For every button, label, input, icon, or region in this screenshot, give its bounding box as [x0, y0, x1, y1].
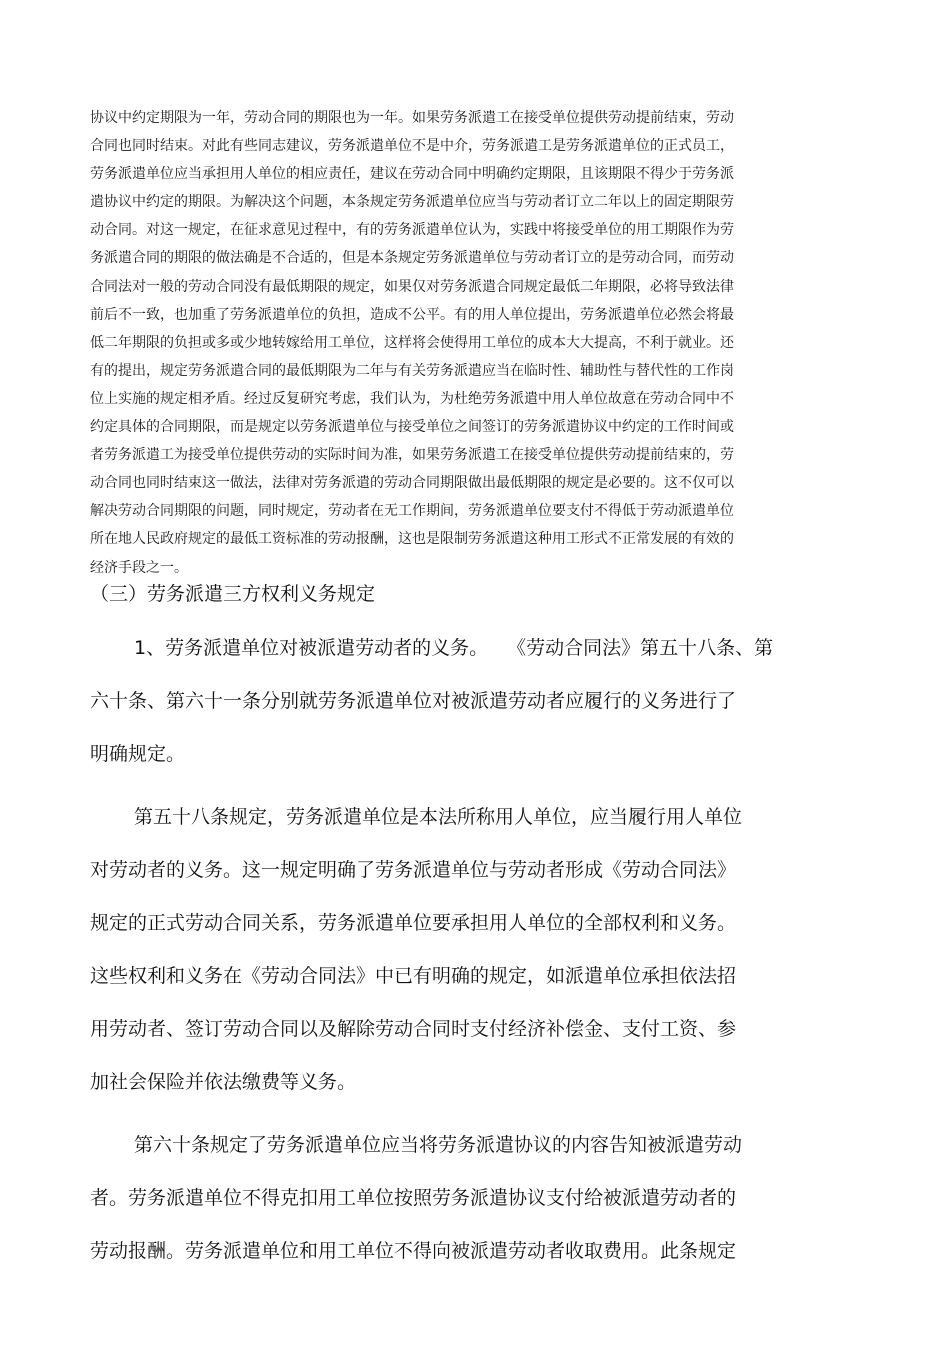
paragraph-line: 协议中约定期限为一年，劳动合同的期限也为一年。如果劳务派遣工在接受单位提供劳动提前结束，劳动 [90, 110, 734, 126]
paragraph-2 [90, 797, 850, 1115]
paragraph-line: 劳动报酬。劳务派遣单位和用工单位不得向被派遣劳动者收取费用。此条规定 [90, 1240, 737, 1262]
paragraph-line: 动合同。对这一规定，在征求意见过程中，有的劳务派遣单位认为，实践中将接受单位的用工期限作为劳 [90, 222, 734, 239]
paragraph-line: 动合同也同时结束这一做法，法律对劳务派遣的劳动合同期限做出最低期限的规定是必要的。这不仅可以 [90, 475, 734, 492]
paragraph-line: 第五十八条规定，劳务派遣单位是本法所称用人单位，应当履行用人单位 [134, 806, 743, 828]
paragraph-line: 1、劳务派遣单位对被派遣劳动者的义务。 《劳动合同法》第五十八条、第 [134, 637, 774, 659]
paragraph-line: 这些权利和义务在《劳动合同法》中已有明确的规定，如派遣单位承担依法招 [90, 965, 737, 987]
paragraph-line: 约定具体的合同期限，而是规定以劳务派遣单位与接受单位之间签订的劳务派遣协议中约定的工作时间或 [90, 419, 734, 436]
paragraph-line: 前后不一致，也加重了劳务派遣单位的负担，造成不公平。有的用人单位提出，劳务派遣单位必然会将最 [90, 306, 734, 323]
paragraph-line: 者。劳务派遣单位不得克扣用工单位按照劳务派遣协议支付给被派遣劳动者的 [90, 1187, 737, 1209]
paragraph-line: 务派遣合同的期限的做法确是不合适的，但是本条规定劳务派遣单位与劳动者订立的是劳动合同，而劳动 [90, 250, 734, 267]
paragraph-line: 遣协议中约定的期限。为解决这个问题，本条规定劳务派遣单位应当与劳动者订立二年以上的固定期限劳 [90, 194, 734, 211]
body-text [90, 628, 850, 1284]
paragraph-line: 低二年期限的负担或多或少地转嫁给用工单位，这样将会使得用工单位的成本大大提高，不利于就业。还 [90, 334, 734, 351]
paragraph-line: 解决劳动合同期限的问题，同时规定，劳动者在无工作期间，劳务派遣单位要支付不得低于劳动派遣单位 [90, 503, 734, 520]
paragraph-line: 劳务派遣单位应当承担用人单位的相应责任，建议在劳动合同中明确约定期限，且该期限不得少于劳务派 [90, 166, 734, 183]
small-paragraph [90, 104, 790, 582]
paragraph-line: 位上实施的规定相矛盾。经过反复研究考虑，我们认为，为杜绝劳务派遣中用人单位故意在劳动合同中不 [90, 390, 734, 407]
paragraph-line: 第六十条规定了劳务派遣单位应当将劳务派遣协议的内容告知被派遣劳动 [134, 1134, 743, 1156]
paragraph-line: 合同法对一般的劳动合同没有最低期限的规定，如果仅对劳务派遣合同规定最低二年期限，必将导致法律 [90, 278, 734, 295]
paragraph-1 [90, 628, 850, 787]
paragraph-line: 规定的正式劳动合同关系，劳务派遣单位要承担用人单位的全部权利和义务。 [90, 912, 737, 934]
section-heading: （三）劳务派遣三方权利义务规定 [90, 583, 376, 605]
paragraph-line: 用劳动者、签订劳动合同以及解除劳动合同时支付经济补偿金、支付工资、参 [90, 1018, 737, 1040]
paragraph-line: 所在地人民政府规定的最低工资标准的劳动报酬，这也是限制劳务派遣这种用工形式不正常发展的有效的 [90, 531, 734, 548]
paragraph-line: 有的提出，规定劳务派遣合同的最低期限为二年与有关劳务派遣应当在临时性、辅助性与替代性的工作岗 [90, 362, 734, 379]
paragraph-line: 加社会保险并依法缴费等义务。 [90, 1071, 357, 1093]
paragraph-line: 对劳动者的义务。这一规定明确了劳务派遣单位与劳动者形成《劳动合同法》 [90, 859, 737, 881]
paragraph-line: 者劳务派遣工为接受单位提供劳动的实际时间为准，如果劳务派遣工在接受单位提供劳动提前结束的，劳 [90, 447, 734, 464]
paragraph-line: 明确规定。 [90, 743, 186, 765]
paragraph-line: 经济手段之一。 [90, 559, 188, 576]
paragraph-line: 合同也同时结束。对此有些同志建议，劳务派遣单位不是中介，劳务派遣工是劳务派遣单位的正式员工， [90, 138, 734, 155]
paragraph-3 [90, 1125, 850, 1284]
paragraph-line: 六十条、第六十一条分别就劳务派遣单位对被派遣劳动者应履行的义务进行了 [90, 690, 737, 712]
